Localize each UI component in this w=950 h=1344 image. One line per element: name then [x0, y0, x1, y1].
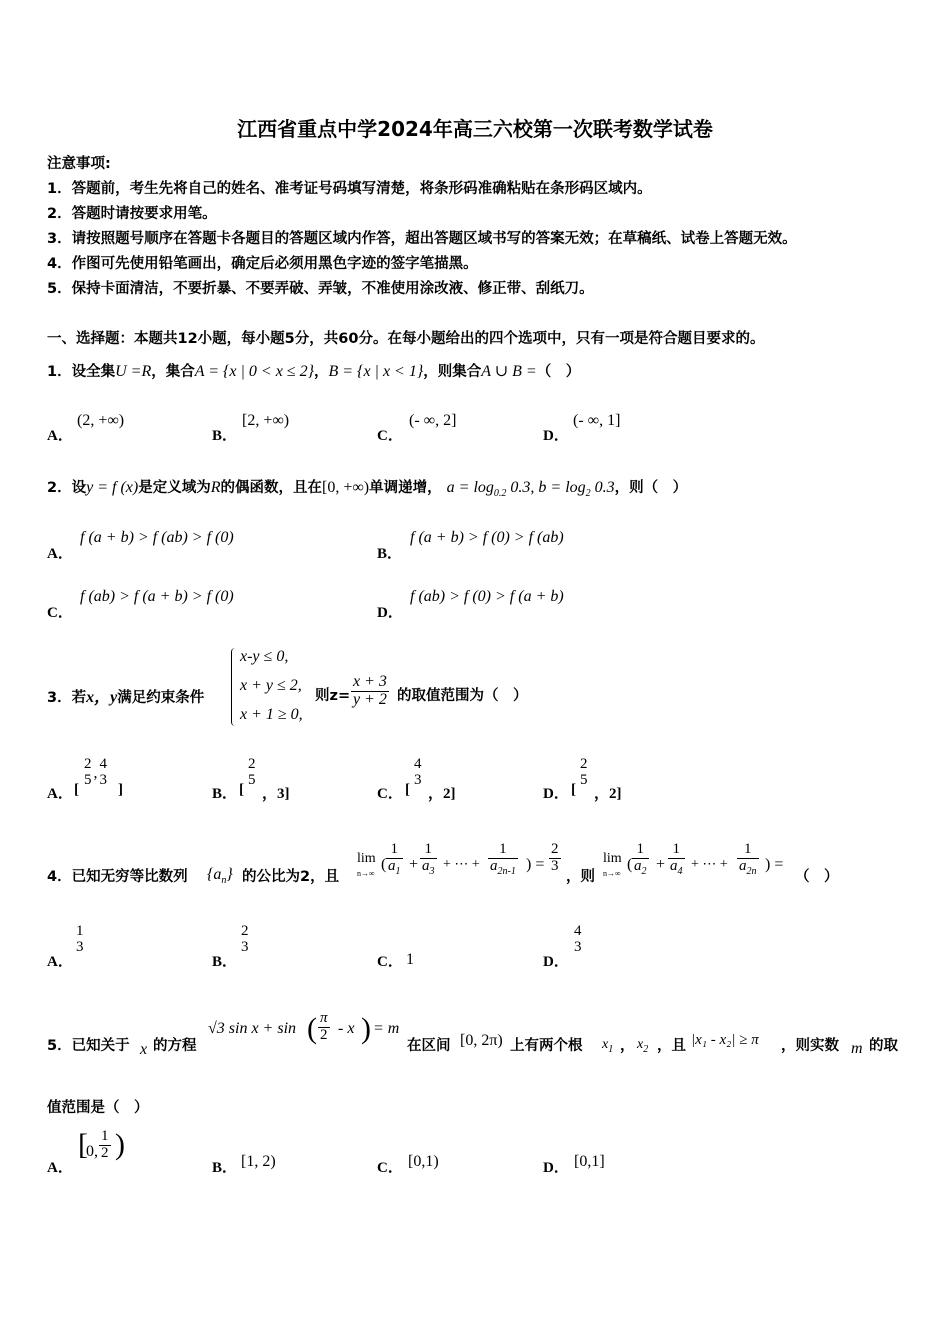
q4-lim-sub-1: n→∞	[357, 869, 375, 878]
q3-a-n1: 2	[84, 756, 92, 772]
q5-option-b: [1, 2)	[241, 1153, 276, 1170]
q5-a-rb: )	[115, 1128, 125, 1161]
q5-x1: $x_1$	[602, 1037, 614, 1055]
q5-two: 2	[318, 1027, 330, 1044]
q4-dots-2: + ⋯ +	[691, 857, 728, 872]
q4-term-3	[488, 842, 518, 877]
q4-seq-a: {a	[207, 866, 222, 883]
q5-x: x	[140, 1041, 148, 1058]
q4-term-6-n: 1	[744, 841, 752, 857]
q4-option-b	[239, 924, 251, 956]
q5-mid1: 的方程	[153, 1038, 197, 1054]
q2-ab-c: 0.3	[590, 479, 615, 496]
q5-a-d: 2	[101, 1144, 109, 1161]
q5-prefix: 5．已知关于	[47, 1038, 130, 1054]
q2-label-c: C．	[47, 605, 73, 621]
q1-tail: ，则集合	[423, 364, 482, 380]
q4-term-3-n: 1	[499, 841, 507, 857]
q3-c-d1: 3	[414, 771, 422, 788]
q4-dots-1: + ⋯ +	[443, 857, 480, 872]
q1-label-b: B．	[212, 428, 238, 444]
q4-term-5	[668, 842, 685, 877]
q2-mid1: 是定义域为	[138, 480, 211, 496]
q4-prefix: 4．已知无穷等比数列	[47, 869, 188, 885]
q4-option-c: 1	[406, 951, 414, 968]
q4-open-2: (	[627, 856, 633, 873]
q4-term-1-n: 1	[390, 841, 398, 857]
note-item-3: 3．请按照题号顺序在答题卡各题目的答题区域内作答，超出答题区域书写的答案无效；在草稿纸、试卷上答题无效。	[47, 231, 797, 247]
q2-tail: ，则（ ）	[614, 480, 688, 496]
q3-c-frac	[412, 757, 424, 789]
q5-abs: |x₁ - x₂| ≥ π	[691, 1032, 759, 1048]
q2-option-d: f (ab) > f (0) > f (a + b)	[410, 588, 564, 605]
q3-z-label: 则z=	[315, 688, 351, 704]
q5-label-c: C．	[377, 1160, 403, 1176]
q4-eq-1: ) =	[526, 856, 545, 873]
q5-pi-frac-inner	[318, 1011, 330, 1044]
q4-term-4-frac	[632, 842, 649, 877]
q2-interval: [0, +∞)	[321, 479, 370, 496]
q5-tail1: 的取	[869, 1038, 898, 1054]
section-heading: 一、选择题：本题共12小题，每小题5分，共60分。在每小题给出的四个选项中，只有一项是符合题目要求的。	[47, 331, 765, 347]
q2-base-2: 2	[585, 488, 591, 500]
q4-term-6	[737, 842, 759, 877]
q2-label-b: B．	[377, 546, 403, 562]
q4-term-4-d: $a_2$	[634, 857, 647, 877]
q4-seq	[207, 866, 233, 886]
q4-option-a	[74, 924, 86, 956]
q4-result-frac	[549, 842, 561, 875]
q3-prefix: 3．若	[47, 690, 87, 706]
q4-a-n: 1	[76, 923, 84, 939]
q5-a-lb: [	[78, 1128, 88, 1161]
q3-fraction-inner	[351, 674, 389, 709]
q2-ab-b: 0.3, b = log	[506, 479, 586, 496]
q5-minus-x: - x	[338, 1020, 355, 1037]
q4-mid: 的公比为2，且	[242, 869, 340, 885]
q4-b-frac	[239, 924, 251, 956]
q3-b-frac	[246, 757, 258, 789]
q3-label-c: C．	[377, 786, 403, 802]
q2-mid2: 的偶函数，且在	[220, 480, 322, 496]
q4-paren: （ ）	[795, 869, 839, 885]
q3-option-d	[578, 757, 590, 789]
q4-term-5-d: $a_4$	[670, 857, 683, 877]
q1-option-d: (- ∞, 1]	[573, 412, 621, 429]
q1-set-a: A = {x | 0 < x ≤ 2}	[194, 363, 314, 380]
q4-term-2-n: 1	[424, 841, 432, 857]
q5-label-a: A．	[47, 1160, 73, 1176]
q3-prefix-line	[47, 684, 204, 707]
q4-term-4-n: 1	[636, 841, 644, 857]
q5-interval: [0, 2π)	[460, 1032, 503, 1049]
q4-d-frac	[572, 924, 584, 956]
q3-b-d1: 5	[248, 771, 256, 788]
q5-open-paren: (	[307, 1012, 317, 1045]
q5-mid5: ，则实数	[781, 1038, 839, 1054]
q3-b-rest: ，3]	[262, 786, 290, 802]
q5-option-c: [0,1)	[408, 1153, 439, 1170]
q1-set-b: B = {x | x < 1}	[328, 363, 424, 380]
q1-comma: ，	[313, 364, 329, 380]
q4-lim-2: lim	[603, 851, 622, 866]
q5-option-d: [0,1]	[574, 1153, 605, 1170]
q3-label-a: A．	[47, 786, 73, 802]
q4-result-n: 2	[551, 841, 559, 857]
q4-lim-1: lim	[357, 851, 376, 866]
q1-option-a: (2, +∞)	[77, 412, 125, 429]
q3-d-frac	[578, 757, 590, 789]
q4-b-d: 3	[241, 938, 249, 955]
q3-label-d: D．	[543, 786, 569, 802]
q2-option-c: f (ab) > f (a + b) > f (0)	[80, 588, 234, 605]
q4-lim-sub-2: n→∞	[603, 869, 621, 878]
q3-a-frac1	[82, 757, 94, 789]
q4-label-a: A．	[47, 954, 73, 970]
q4-b-n: 2	[241, 923, 249, 939]
q4-term-1	[386, 842, 403, 877]
q4-result	[549, 842, 561, 875]
q3-d-lb: [	[571, 782, 576, 798]
q3-c-rest: ，2]	[428, 786, 456, 802]
q3-option-b	[246, 757, 258, 789]
question-1	[47, 360, 580, 381]
q4-label-b: B．	[212, 954, 238, 970]
q3-label-b: B．	[212, 786, 238, 802]
note-item-4: 4．作图可先使用铅笔画出，确定后必须用黑色字迹的签字笔描黑。	[47, 256, 478, 272]
q4-term-1-d: $a_1$	[388, 857, 401, 877]
q3-c-lb: [	[405, 782, 410, 798]
q4-open-1: (	[381, 856, 387, 873]
q1-mid: ，集合	[151, 364, 195, 380]
q2-label-d: D．	[377, 605, 403, 621]
q1-label-d: D．	[543, 428, 569, 444]
q5-label-b: B．	[212, 1160, 238, 1176]
q4-term-3-frac	[488, 842, 518, 877]
q3-vars: x，y	[86, 689, 118, 706]
q2-prefix: 2．设	[47, 480, 87, 496]
q4-seq-end: }	[226, 866, 233, 883]
note-item-5: 5．保持卡面清洁，不要折暴、不要弄破、弄皱，不准使用涂改液、修正带、刮纸刀。	[47, 281, 594, 297]
q4-eq-2: ) =	[765, 856, 784, 873]
q2-ab-a: a = log	[446, 479, 494, 496]
q1-prefix: 1．设全集	[47, 364, 116, 380]
note-item-1: 1．答题前，考生先将自己的姓名、准考证号码填写清楚，将条形码准确粘贴在条形码区域内。	[47, 181, 652, 197]
q5-pi: π	[320, 1010, 328, 1026]
q2-mid3: 单调递增，	[369, 480, 442, 496]
q2-ab	[446, 479, 615, 500]
q4-label-d: D．	[543, 954, 569, 970]
q3-tail: 的取值范围为（ ）	[397, 688, 528, 704]
q4-term-2-frac	[420, 842, 437, 877]
q4-term-4	[632, 842, 649, 877]
q5-option-a-frac	[99, 1129, 111, 1162]
q4-plus-1: +	[409, 856, 419, 873]
q4-term-5-n: 1	[672, 841, 680, 857]
q3-c-n1: 4	[414, 756, 422, 772]
q3-a-rb: ]	[118, 782, 123, 798]
q4-then: ，则	[566, 869, 595, 885]
q4-term-2	[420, 842, 437, 877]
q3-d-n1: 2	[580, 756, 588, 772]
q4-seq-sub: n	[221, 875, 227, 887]
q1-expr: A ∪ B =	[481, 363, 537, 380]
note-item-2: 2．答题时请按要求用笔。	[47, 206, 217, 222]
q3-fraction	[351, 674, 389, 709]
q5-m: m	[851, 1040, 863, 1057]
q3-a-frac2	[98, 757, 110, 789]
q2-label-a: A．	[47, 546, 73, 562]
q4-term-1-frac	[386, 842, 403, 877]
q4-d-n: 4	[574, 923, 582, 939]
q4-label-c: C．	[377, 954, 403, 970]
q4-option-d	[572, 924, 584, 956]
q1-label-c: C．	[377, 428, 403, 444]
q4-term-2-d: $a_3$	[422, 857, 435, 877]
q3-constraint-1: x-y ≤ 0,	[240, 648, 289, 665]
q3-b-lb: [	[239, 782, 244, 798]
question-2	[47, 476, 687, 499]
q5-eq-a: √3 sin x + sin	[208, 1020, 297, 1037]
q5-mid4: ，且	[657, 1038, 686, 1054]
q5-pi-frac	[318, 1011, 330, 1044]
q2-option-a: f (a + b) > f (ab) > f (0)	[80, 529, 234, 546]
q5-a-n: 1	[101, 1128, 109, 1144]
q3-option-c	[412, 757, 424, 789]
q5-mid2: 在区间	[407, 1038, 451, 1054]
q3-d-d1: 5	[580, 771, 588, 788]
q5-tail2: 值范围是（ ）	[47, 1100, 149, 1116]
q4-a-d: 3	[76, 938, 84, 955]
q1-label-a: A．	[47, 428, 73, 444]
q3-brace	[231, 648, 235, 726]
q3-denominator: y + 2	[353, 690, 387, 708]
q3-mid: 满足约束条件	[117, 690, 205, 706]
q3-numerator: x + 3	[353, 673, 387, 690]
q4-term-6-d: $a_{2n}$	[739, 857, 757, 877]
q5-label-d: D．	[543, 1160, 569, 1176]
q4-plus-2: +	[656, 856, 666, 873]
q3-a-n2: 4	[99, 756, 107, 772]
q4-term-3-d: $a_{2n-1}$	[490, 857, 516, 877]
q5-mid3: 上有两个根	[510, 1038, 583, 1054]
q4-result-d: 3	[551, 857, 559, 874]
q5-x2: $x_2$	[637, 1037, 649, 1055]
q5-close-paren: )	[361, 1012, 371, 1045]
q3-constraint-3: x + 1 ≥ 0,	[240, 706, 303, 723]
q3-b-n1: 2	[248, 756, 256, 772]
page-title: 江西省重点中学2024年高三六校第一次联考数学试卷	[237, 117, 713, 141]
q1-universal: U =R	[115, 363, 152, 380]
q3-option-a: 2 5 , 4 3	[84, 756, 107, 788]
q2-func: y = f (x)	[86, 479, 139, 496]
q4-d-d: 3	[574, 938, 582, 955]
q5-a-pre: 0,	[86, 1143, 98, 1160]
q5-sep: ，	[620, 1038, 635, 1054]
q1-paren: （ ）	[536, 364, 581, 380]
q2-domain: R	[210, 479, 221, 496]
q4-term-6-frac	[737, 842, 759, 877]
q1-option-b: [2, +∞)	[242, 412, 290, 429]
q3-constraint-2: x + y ≤ 2,	[240, 677, 302, 694]
notes-heading: 注意事项:	[47, 156, 111, 172]
q5-a-frac	[99, 1129, 111, 1162]
q1-option-c: (- ∞, 2]	[409, 412, 457, 429]
q4-term-5-frac	[668, 842, 685, 877]
q5-eq-b: = m	[373, 1020, 400, 1037]
q3-a-d1: 5	[84, 771, 92, 788]
q2-option-b: f (a + b) > f (0) > f (ab)	[410, 529, 564, 546]
q2-base-1: 0.2	[493, 488, 507, 500]
q3-a-d2: 3	[99, 771, 107, 788]
q3-d-rest: ，2]	[594, 786, 622, 802]
q4-a-frac	[74, 924, 86, 956]
q3-a-lb: [	[74, 782, 79, 798]
